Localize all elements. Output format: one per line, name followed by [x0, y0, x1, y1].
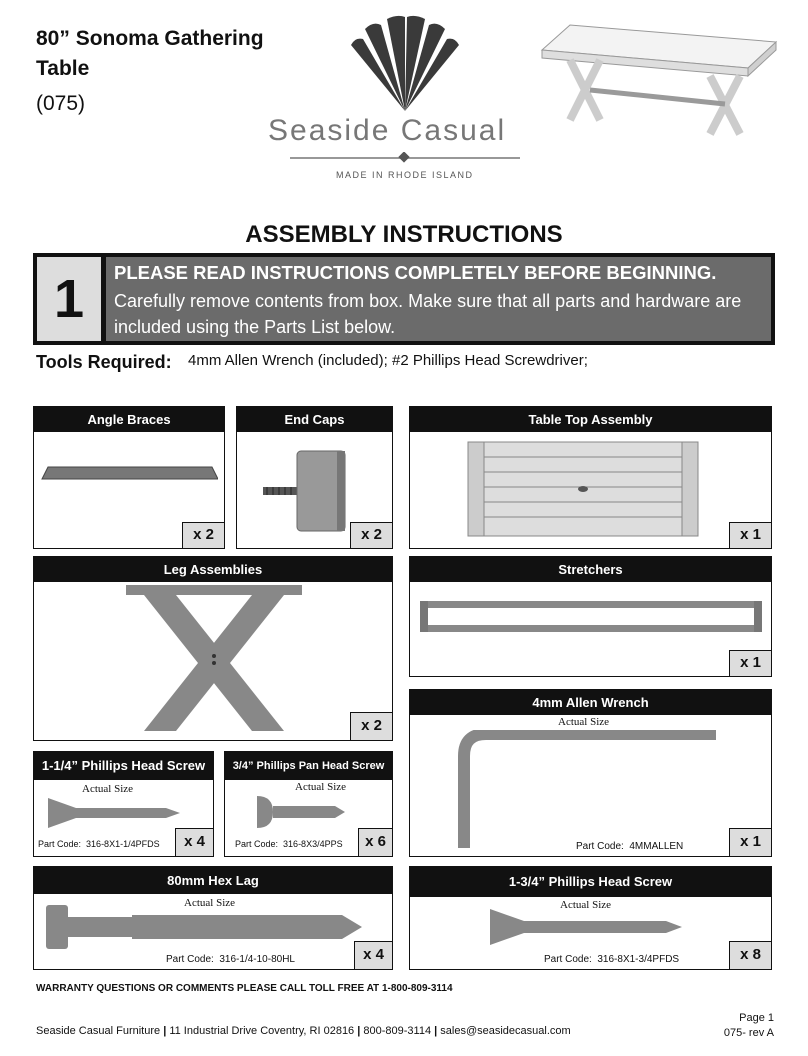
part-code: [544, 954, 679, 965]
quantity-badge: x 4: [175, 828, 213, 856]
tools-label: Tools Required:: [36, 352, 172, 372]
actual-size-label: Actual Size: [82, 783, 134, 795]
part-code-label: Part Code:: [544, 954, 592, 965]
part-code: [576, 841, 683, 852]
part-screw-1-3-4: [409, 866, 772, 970]
part-code-label: Part Code:: [576, 841, 624, 852]
step-text: Carefully remove contents from box. Make sure that all parts and hardware are included using the Parts List below.: [114, 291, 742, 337]
revision: 075- rev A: [723, 1027, 774, 1039]
part-title: 4mm Allen Wrench: [410, 690, 771, 715]
actual-size-label: Actual Size: [295, 781, 347, 793]
angle-brace-image: [40, 465, 218, 485]
company-email[interactable]: sales@seasidecasual.com: [440, 1025, 571, 1037]
quantity-badge: x 2: [350, 522, 392, 548]
quantity-badge: x 1: [729, 522, 771, 548]
quantity-badge: x 2: [350, 712, 392, 740]
part-title: 3/4” Phillips Pan Head Screw: [225, 752, 392, 780]
part-title: 80mm Hex Lag: [34, 867, 392, 894]
quantity-badge: x 8: [729, 941, 771, 969]
table-product-image: [540, 20, 778, 140]
seaside-shell-logo: [345, 15, 465, 115]
part-stretchers: [409, 556, 772, 677]
page-number: Page 1: [739, 1012, 774, 1024]
actual-size-label: Actual Size: [184, 897, 236, 909]
part-leg-assemblies: [33, 556, 393, 741]
stretcher-image: [418, 599, 764, 637]
part-title: Angle Braces: [34, 407, 224, 432]
brand-name: Seaside Casual: [268, 114, 507, 147]
quantity-badge: x 4: [354, 941, 392, 969]
part-title: Stretchers: [410, 557, 771, 582]
part-title: 1-3/4” Phillips Head Screw: [410, 867, 771, 897]
part-angle-braces: [33, 406, 225, 549]
screw-image: [488, 907, 684, 947]
brand-divider: [290, 152, 520, 164]
step-number: 1: [37, 257, 101, 341]
document-title: 80” Sonoma Gathering Table: [36, 27, 264, 80]
quantity-badge: x 1: [729, 650, 771, 676]
part-code-value: 316-1/4-10-80HL: [219, 954, 295, 965]
part-screw-1-1-4: [33, 751, 214, 857]
part-code-value: 316-8X1-1/4PFDS: [86, 839, 160, 849]
part-code-label: Part Code:: [38, 839, 82, 849]
quantity-badge: x 2: [182, 522, 224, 548]
actual-size-label: Actual Size: [560, 899, 612, 911]
part-code-value: 316-8X3/4PPS: [283, 839, 343, 849]
end-cap-image: [261, 449, 351, 535]
assembly-heading: ASSEMBLY INSTRUCTIONS: [245, 221, 563, 248]
screw-image: [46, 796, 182, 832]
quantity-badge: x 6: [358, 828, 392, 856]
part-title: End Caps: [237, 407, 392, 432]
part-table-top: [409, 406, 772, 549]
part-code-label: Part Code:: [235, 839, 279, 849]
actual-size-label: Actual Size: [558, 716, 610, 728]
company-name: Seaside Casual Furniture: [36, 1025, 161, 1037]
part-title: 1-1/4” Phillips Head Screw: [34, 752, 213, 780]
footer-contact: Seaside Casual Furniture | 11 Industrial Drive Coventry, RI 02816 | 800-809-3114 | sales@seasidecasual.com: [36, 1025, 571, 1037]
table-top-image: [467, 441, 699, 537]
part-code-label: Part Code:: [166, 954, 214, 965]
allen-wrench-image: [456, 730, 718, 850]
part-hex-lag: [33, 866, 393, 970]
part-title: Leg Assemblies: [34, 557, 392, 582]
part-code-value: 316-8X1-3/4PFDS: [597, 954, 680, 965]
part-code: [166, 954, 295, 965]
part-screw-3-4: [224, 751, 393, 857]
part-code-value: 4MMALLEN: [629, 841, 684, 852]
warranty-note: WARRANTY QUESTIONS OR COMMENTS PLEASE CALL TOLL FREE AT 1-800-809-3114: [36, 983, 453, 994]
part-end-caps: [236, 406, 393, 549]
company-phone: 800-809-3114: [363, 1025, 432, 1037]
brand-tagline: MADE IN RHODE ISLAND: [336, 170, 474, 180]
part-code: [38, 839, 160, 849]
page-info: [724, 1011, 774, 1041]
part-title: Table Top Assembly: [410, 407, 771, 432]
part-allen-wrench: [409, 689, 772, 857]
tools-text: 4mm Allen Wrench (included); #2 Phillips Head Screwdriver;: [188, 352, 588, 369]
pan-screw-image: [255, 792, 347, 832]
model-number: (075): [36, 92, 86, 115]
step-heading: PLEASE READ INSTRUCTIONS COMPLETELY BEFORE BEGINNING.: [114, 262, 717, 283]
leg-assembly-image: [124, 583, 304, 738]
company-address: 11 Industrial Drive Coventry, RI 02816: [169, 1025, 355, 1037]
quantity-badge: x 1: [729, 828, 771, 856]
part-code: [235, 839, 343, 849]
hex-lag-image: [44, 903, 364, 953]
